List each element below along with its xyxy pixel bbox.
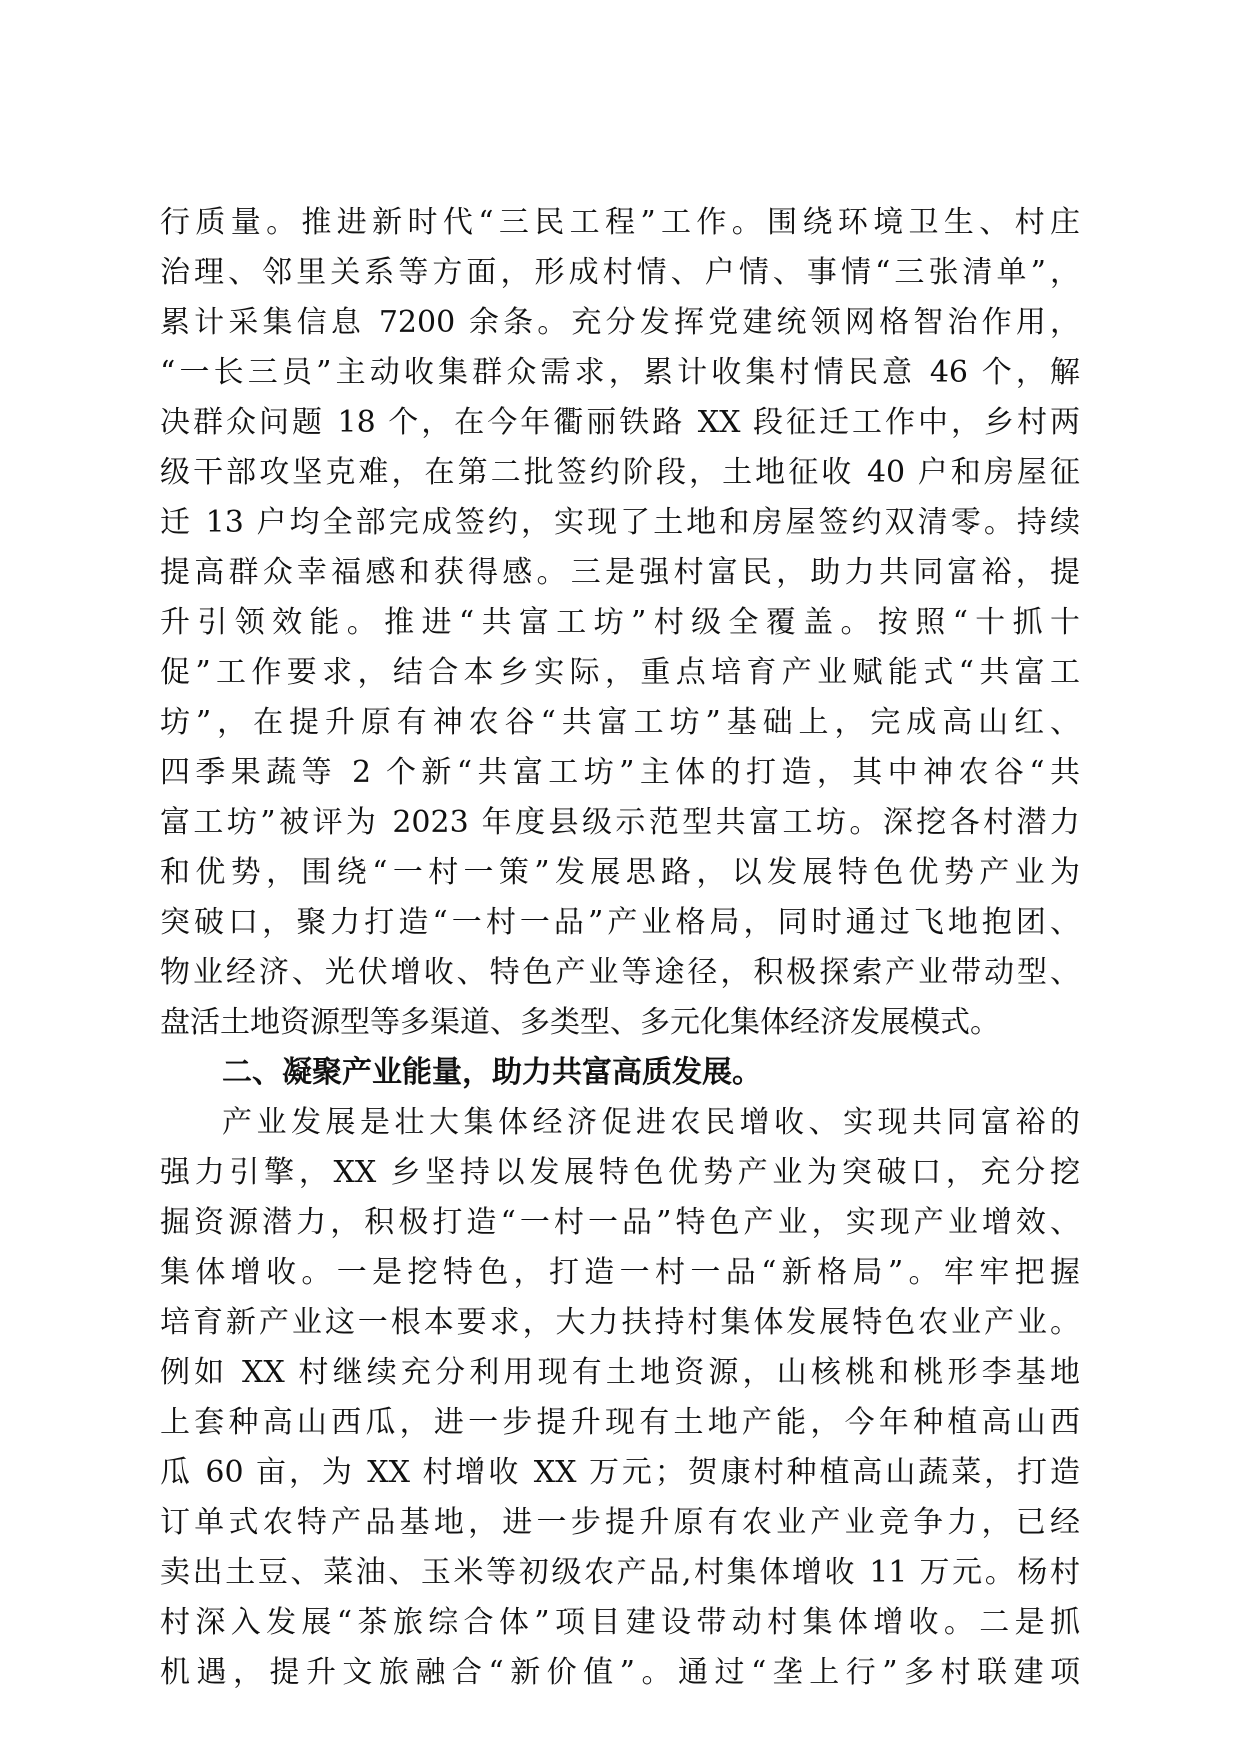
text-line: 村深入发展“茶旅综合体”项目建设带动村集体增收。二是抓 — [160, 1605, 1080, 1640]
text-line: 迁 13 户均全部完成签约，实现了土地和房屋签约双清零。持续 — [160, 505, 1080, 540]
text-line: 物业经济、光伏增收、特色产业等途径，积极探索产业带动型、 — [160, 955, 1080, 990]
text-line: 升引领效能。推进“共富工坊”村级全覆盖。按照“十抓十 — [160, 605, 1080, 640]
text-line: 掘资源潜力，积极打造“一村一品”特色产业，实现产业增效、 — [160, 1205, 1080, 1240]
text-line: 行质量。推进新时代“三民工程”工作。围绕环境卫生、村庄 — [160, 205, 1080, 240]
text-line: 培育新产业这一根本要求，大力扶持村集体发展特色农业产业。 — [160, 1305, 1080, 1340]
document-body — [160, 198, 1080, 1698]
text-line: 提高群众幸福感和获得感。三是强村富民，助力共同富裕，提 — [160, 555, 1080, 590]
text-line: 四季果蔬等 2 个新“共富工坊”主体的打造，其中神农谷“共 — [160, 755, 1080, 790]
text-line: 订单式农特产品基地，进一步提升原有农业产业竞争力，已经 — [160, 1505, 1080, 1540]
text-line: 决群众问题 18 个，在今年衢丽铁路 XX 段征迁工作中，乡村两 — [160, 405, 1080, 440]
text-line: 坊”，在提升原有神农谷“共富工坊”基础上，完成高山红、 — [160, 705, 1080, 740]
text-line: 累计采集信息 7200 余条。充分发挥党建统领网格智治作用， — [160, 305, 1080, 340]
text-line: 强力引擎，XX 乡坚持以发展特色优势产业为突破口，充分挖 — [160, 1155, 1080, 1190]
text-line: “一长三员”主动收集群众需求，累计收集村情民意 46 个，解 — [160, 355, 1080, 390]
text-line: 富工坊”被评为 2023 年度县级示范型共富工坊。深挖各村潜力 — [160, 805, 1080, 840]
text-line: 上套种高山西瓜，进一步提升现有土地产能，今年种植高山西 — [160, 1405, 1080, 1440]
text-line: 集体增收。一是挖特色，打造一村一品“新格局”。牢牢把握 — [160, 1255, 1080, 1290]
text-line: 盘活土地资源型等多渠道、多类型、多元化集体经济发展模式。 — [160, 1005, 1000, 1040]
text-line: 突破口，聚力打造“一村一品”产业格局，同时通过飞地抱团、 — [160, 905, 1080, 940]
text-line: 例如 XX 村继续充分利用现有土地资源，山核桃和桃形李基地 — [160, 1355, 1080, 1390]
section-heading: 二、凝聚产业能量，助力共富高质发展。 — [222, 1055, 762, 1090]
text-line: 机遇，提升文旅融合“新价值”。通过“垄上行”多村联建项 — [160, 1655, 1080, 1690]
text-line: 治理、邻里关系等方面，形成村情、户情、事情“三张清单”， — [160, 255, 1080, 290]
text-line: 卖出土豆、菜油、玉米等初级农产品,村集体增收 11 万元。杨村 — [160, 1555, 1080, 1590]
text-line: 促”工作要求，结合本乡实际，重点培育产业赋能式“共富工 — [160, 655, 1080, 690]
text-line: 产业发展是壮大集体经济促进农民增收、实现共同富裕的 — [222, 1105, 1080, 1140]
text-line: 瓜 60 亩，为 XX 村增收 XX 万元；贺康村种植高山蔬菜，打造 — [160, 1455, 1080, 1490]
text-line: 级干部攻坚克难，在第二批签约阶段，土地征收 40 户和房屋征 — [160, 455, 1080, 490]
text-line: 和优势，围绕“一村一策”发展思路，以发展特色优势产业为 — [160, 855, 1080, 890]
